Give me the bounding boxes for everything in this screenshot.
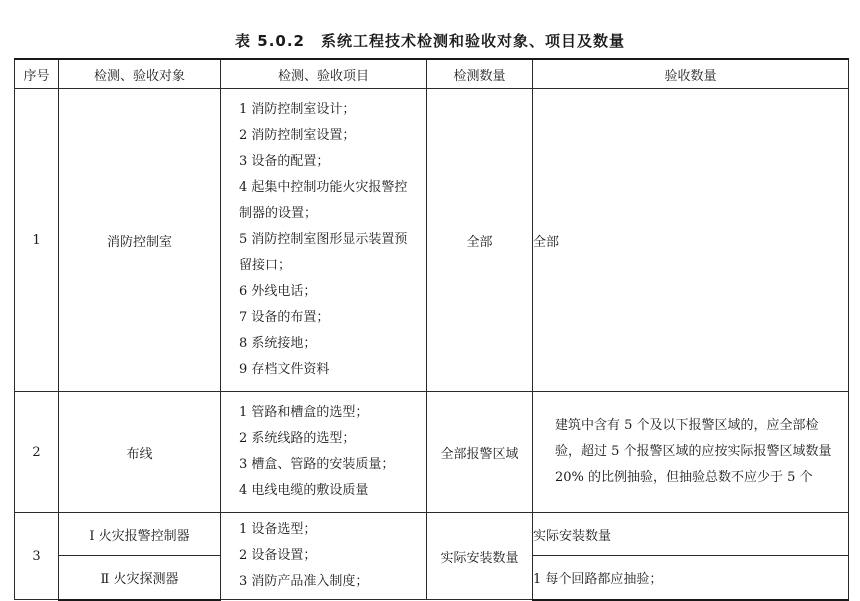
header-accept-qty: 验收数量	[533, 59, 849, 89]
row-accept-sub-2: 1 每个回路都应抽验；	[533, 556, 849, 600]
header-row	[15, 59, 849, 89]
list-item: 3 消防产品准入制度；	[239, 574, 369, 589]
list-item: 9 存档文件资料	[239, 362, 330, 377]
row-check-qty: 全部	[427, 89, 533, 392]
list-item: 2 设备设置；	[239, 548, 317, 563]
header-items: 检测、验收项目	[221, 59, 427, 89]
header-check-qty: 检测数量	[427, 59, 533, 89]
row-accept-qty: 全部	[533, 89, 849, 392]
table-row	[15, 89, 849, 392]
list-item: 6 外线电话；	[239, 284, 317, 299]
list-item: 3 槽盒、管路的安装质量；	[239, 457, 395, 472]
row-object: 布线	[59, 392, 221, 513]
list-item: 5 消防控制室图形显示装置预留接口；	[239, 232, 408, 273]
list-item: 8 系统接地；	[239, 336, 317, 351]
row-no: 1	[15, 89, 59, 392]
row-no: 2	[15, 392, 59, 513]
row-object: 消防控制室	[59, 89, 221, 392]
row-no: 3	[15, 513, 59, 600]
list-item: 1 设备选型；	[239, 522, 317, 537]
list-item: 4 电线电缆的敷设质量	[239, 483, 369, 498]
spec-table	[14, 58, 849, 601]
list-item: 2 消防控制室设置；	[239, 128, 356, 143]
row-accept-sub-1: 实际安装数量	[533, 513, 849, 556]
accept-qty-text: 建筑中含有 5 个及以下报警区域的，应全部检验，超过 5 个报警区域的应按实际报警区域数量 20% 的比例抽验，但抽验总数不应少于 5 个	[555, 418, 832, 485]
list-item: 4 起集中控制功能火灾报警控制器的设置；	[239, 180, 408, 221]
row-accept-qty	[533, 392, 849, 513]
list-item: 3 设备的配置；	[239, 154, 330, 169]
row-object-sub-1: Ⅰ 火灾报警控制器	[59, 513, 221, 556]
header-no: 序号	[15, 59, 59, 89]
row-items	[221, 513, 427, 600]
row-object-sub-2: Ⅱ 火灾探测器	[59, 556, 221, 600]
row-check-qty: 实际安装数量	[427, 513, 533, 600]
row-check-qty: 全部报警区域	[427, 392, 533, 513]
list-item: 2 系统线路的选型；	[239, 431, 356, 446]
header-object: 检测、验收对象	[59, 59, 221, 89]
row-items	[221, 89, 427, 392]
table-title: 表 5.0.2 系统工程技术检测和验收对象、项目及数量	[235, 32, 625, 50]
table-row	[15, 513, 849, 556]
list-item: 7 设备的布置；	[239, 310, 330, 325]
row-items	[221, 392, 427, 513]
list-item: 1 管路和槽盒的选型；	[239, 405, 369, 420]
table-row	[15, 392, 849, 513]
list-item: 1 消防控制室设计；	[239, 102, 356, 117]
